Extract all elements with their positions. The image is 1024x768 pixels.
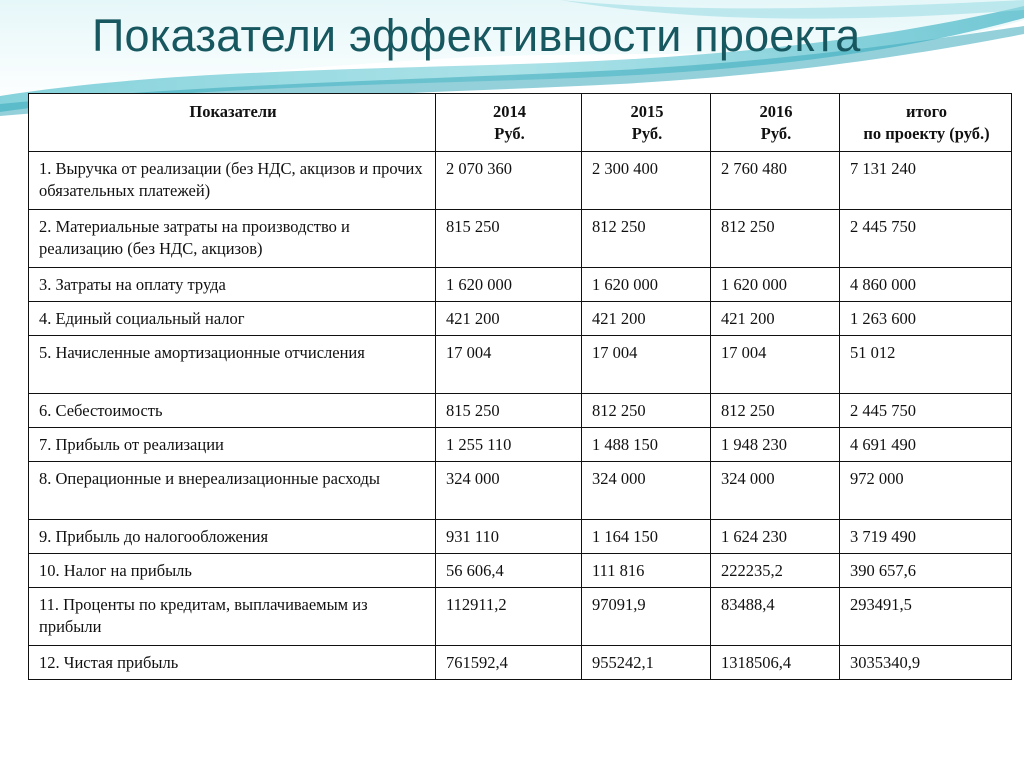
- value-2015: 1 164 150: [582, 520, 711, 554]
- value-total: 3 719 490: [840, 520, 1012, 554]
- value-total: 2 445 750: [840, 394, 1012, 428]
- value-total: 4 860 000: [840, 268, 1012, 302]
- header-2016: 2016 Руб.: [711, 94, 840, 152]
- table-row: [29, 268, 1012, 302]
- value-2015: 324 000: [582, 462, 711, 520]
- value-2015: 2 300 400: [582, 152, 711, 210]
- row-label: 9. Прибыль до налогообложения: [29, 520, 436, 554]
- row-label: 12. Чистая прибыль: [29, 646, 436, 680]
- table-row: [29, 646, 1012, 680]
- table-header-row: [29, 94, 1012, 152]
- value-2016: 812 250: [711, 210, 840, 268]
- value-2014: 421 200: [436, 302, 582, 336]
- value-2016: 421 200: [711, 302, 840, 336]
- value-2016: 324 000: [711, 462, 840, 520]
- value-total: 3035340,9: [840, 646, 1012, 680]
- header-2015: 2015 Руб.: [582, 94, 711, 152]
- value-2016: 17 004: [711, 336, 840, 394]
- row-label: 4. Единый социальный налог: [29, 302, 436, 336]
- row-label: 11. Проценты по кредитам, выплачиваемым из прибыли: [29, 588, 436, 646]
- row-label: 7. Прибыль от реализации: [29, 428, 436, 462]
- value-2015: 421 200: [582, 302, 711, 336]
- value-2015: 97091,9: [582, 588, 711, 646]
- header-indicators: Показатели: [29, 94, 436, 152]
- value-total: 7 131 240: [840, 152, 1012, 210]
- table-row: [29, 554, 1012, 588]
- value-total: 1 263 600: [840, 302, 1012, 336]
- value-2014: 324 000: [436, 462, 582, 520]
- indicators-table: [28, 93, 1012, 680]
- table-row: [29, 152, 1012, 210]
- value-2015: 1 620 000: [582, 268, 711, 302]
- row-label: 1. Выручка от реализации (без НДС, акцизов и прочих обязательных платежей): [29, 152, 436, 210]
- table-row: [29, 520, 1012, 554]
- value-2016: 2 760 480: [711, 152, 840, 210]
- header-total: итого по проекту (руб.): [840, 94, 1012, 152]
- row-label: 5. Начисленные амортизационные отчисления: [29, 336, 436, 394]
- value-2014: 761592,4: [436, 646, 582, 680]
- table-row: [29, 302, 1012, 336]
- table-row: [29, 462, 1012, 520]
- row-label: 3. Затраты на оплату труда: [29, 268, 436, 302]
- value-2016: 1 624 230: [711, 520, 840, 554]
- value-total: 293491,5: [840, 588, 1012, 646]
- value-total: 390 657,6: [840, 554, 1012, 588]
- value-2014: 56 606,4: [436, 554, 582, 588]
- slide-title: Показатели эффективности проекта: [92, 10, 861, 61]
- value-2015: 1 488 150: [582, 428, 711, 462]
- value-2015: 812 250: [582, 210, 711, 268]
- table-row: [29, 210, 1012, 268]
- value-2014: 2 070 360: [436, 152, 582, 210]
- header-2014: 2014 Руб.: [436, 94, 582, 152]
- value-2014: 931 110: [436, 520, 582, 554]
- row-label: 10. Налог на прибыль: [29, 554, 436, 588]
- table-row: [29, 336, 1012, 394]
- value-2015: 111 816: [582, 554, 711, 588]
- value-2016: 83488,4: [711, 588, 840, 646]
- value-2014: 815 250: [436, 210, 582, 268]
- value-2014: 815 250: [436, 394, 582, 428]
- value-2016: 1318506,4: [711, 646, 840, 680]
- table-row: [29, 394, 1012, 428]
- value-total: 972 000: [840, 462, 1012, 520]
- value-2014: 1 255 110: [436, 428, 582, 462]
- value-2015: 955242,1: [582, 646, 711, 680]
- row-label: 6. Себестоимость: [29, 394, 436, 428]
- value-2014: 17 004: [436, 336, 582, 394]
- table-row: [29, 588, 1012, 646]
- value-2014: 1 620 000: [436, 268, 582, 302]
- row-label: 8. Операционные и внереализационные расходы: [29, 462, 436, 520]
- value-total: 4 691 490: [840, 428, 1012, 462]
- value-2016: 1 948 230: [711, 428, 840, 462]
- value-2016: 222235,2: [711, 554, 840, 588]
- value-2016: 1 620 000: [711, 268, 840, 302]
- value-total: 51 012: [840, 336, 1012, 394]
- value-total: 2 445 750: [840, 210, 1012, 268]
- table-row: [29, 428, 1012, 462]
- value-2015: 17 004: [582, 336, 711, 394]
- value-2014: 112911,2: [436, 588, 582, 646]
- value-2015: 812 250: [582, 394, 711, 428]
- row-label: 2. Материальные затраты на производство и реализацию (без НДС, акцизов): [29, 210, 436, 268]
- value-2016: 812 250: [711, 394, 840, 428]
